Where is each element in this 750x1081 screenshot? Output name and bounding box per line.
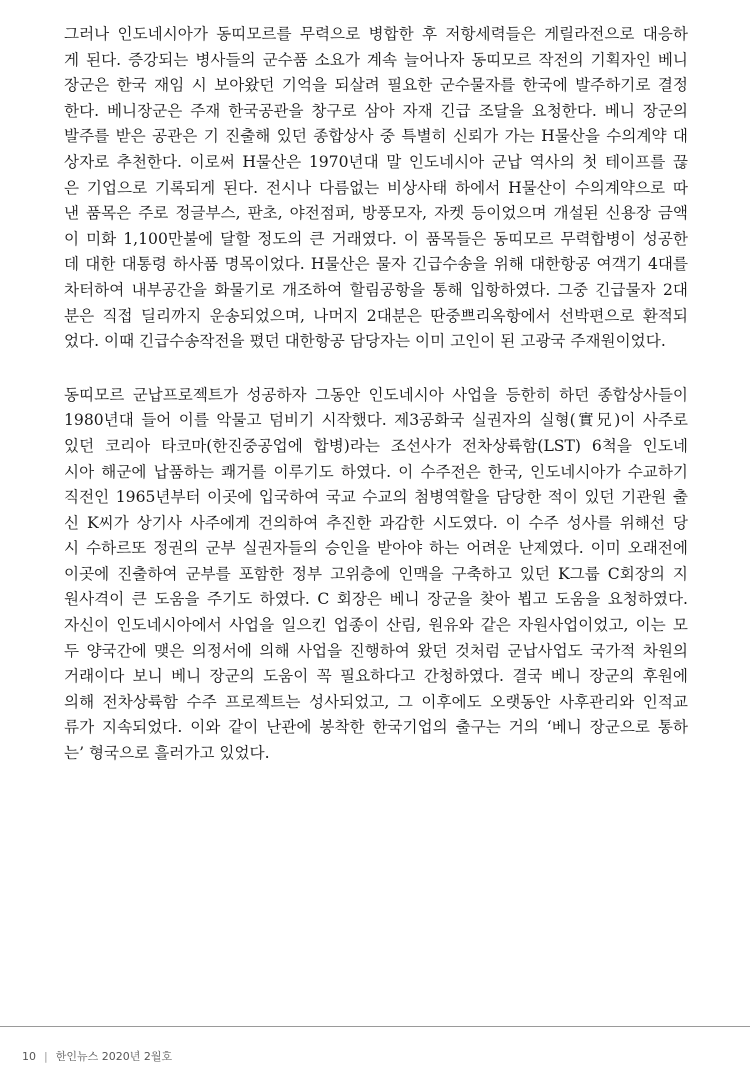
page-footer (22, 1048, 172, 1064)
text-line: 장군은 한국 재임 시 보아왔던 기억을 되살려 필요한 군수물자를 한국에 발주하기로 결정 (64, 76, 688, 95)
text-line: 이 미화 1,100만불에 달할 정도의 큰 거래였다. 이 품목들은 동띠모르 무력합병이 성공한 (64, 229, 688, 248)
page-number: 10 (22, 1049, 36, 1063)
footer-separator: | (44, 1049, 48, 1063)
footer-divider (0, 1026, 750, 1027)
text-line: 류가 지속되었다. 이와 같이 난관에 봉착한 한국기업의 출구는 거의 ‘베니 장군으로 통하 (64, 718, 688, 737)
text-line: 의해 전차상륙함 수주 프로젝트는 성사되었고, 그 이후에도 오랫동안 사후관리와 인적교 (64, 692, 688, 711)
text-line: 동띠모르 군납프로젝트가 성공하자 그동안 인도네시아 사업을 등한히 하던 종합상사들이 (64, 385, 688, 404)
text-line: 시 수하르또 정권의 군부 실권자들의 승인을 받아야 하는 어려운 난제였다. 이미 오래전에 (64, 539, 688, 558)
text-line: 시아 해군에 납품하는 쾌거를 이루기도 하였다. 이 수주전은 한국, 인도네시아가 수교하기 (64, 462, 688, 481)
paragraph-1 (64, 22, 688, 355)
publication-name: 한인뉴스 2020년 2월호 (55, 1050, 173, 1063)
text-line: 발주를 받은 공관은 기 진출해 있던 종합상사 중 특별히 신뢰가 가는 H물산을 수의계약 대 (64, 127, 688, 146)
text-line: 게 된다. 증강되는 병사들의 군수품 소요가 계속 늘어나자 동띠모르 작전의 기획자인 베니 (64, 50, 688, 69)
text-line: 1980년대 들어 이를 악물고 덤비기 시작했다. 제3공화국 실권자의 실형(實兄)이 사주로 (64, 411, 688, 430)
text-line: 상자로 추천한다. 이로써 H물산은 1970년대 말 인도네시아 군납 역사의 첫 테이프를 끊 (64, 152, 688, 171)
paragraph-gap (64, 355, 688, 383)
text-line: 한다. 베니장군은 주재 한국공관을 창구로 삼아 자재 긴급 조달을 요청한다. 베니 장군의 (64, 101, 688, 120)
text-line: 는’ 형국으로 흘러가고 있었다. (64, 744, 270, 763)
text-line: 있던 코리아 타코마(한진중공업에 합병)라는 조선사가 전차상륙함(LST) 6척을 인도네 (64, 436, 688, 455)
text-line: 원사격이 큰 도움을 주기도 하였다. C 회장은 베니 장군을 찾아 뵙고 도움을 요청하였다. (64, 590, 688, 609)
text-line: 거래이다 보니 베니 장군의 도움이 꼭 필요하다고 간청하였다. 결국 베니 장군의 후원에 (64, 667, 688, 686)
text-line: 었다. 이때 긴급수송작전을 폈던 대한항공 담당자는 이미 고인이 된 고광국 주재원이었다. (64, 332, 666, 351)
text-line: 분은 직접 딜리까지 운송되었으며, 나머지 2대분은 딴중쁘리옥항에서 선박편으로 환적되 (64, 306, 688, 325)
text-line: 직전인 1965년부터 이곳에 입국하여 국교 수교의 첨병역할을 담당한 적이 있던 기관원 출 (64, 488, 688, 507)
text-line: 낸 품목은 주로 정글부스, 판초, 야전점퍼, 방풍모자, 자켓 등이었으며 개설된 신용장 금액 (64, 204, 688, 223)
text-line: 그러나 인도네시아가 동띠모르를 무력으로 병합한 후 저항세력들은 게릴라전으로 대응하 (64, 25, 688, 43)
text-line: 자신이 인도네시아에서 사업을 일으킨 업종이 산림, 원유와 같은 자원사업이었고, 이는 모 (64, 616, 688, 635)
article-body (64, 22, 688, 767)
text-line: 은 기업으로 기록되게 된다. 전시나 다름없는 비상사태 하에서 H물산이 수의계약으로 따 (64, 178, 688, 197)
text-line: 차터하여 내부공간을 화물기로 개조하여 할림공항을 통해 입항하였다. 그중 긴급물자 2대 (64, 280, 688, 299)
paragraph-2 (64, 383, 688, 767)
text-line: 신 K씨가 상기사 사주에게 건의하여 추진한 과감한 시도였다. 이 수주 성사를 위해선 당 (64, 513, 688, 532)
text-line: 이곳에 진출하여 군부를 포함한 정부 고위층에 인맥을 구축하고 있던 K그룹 C회장의 지 (64, 564, 688, 583)
text-line: 두 양국간에 맺은 의정서에 의해 사업을 진행하여 왔던 것처럼 군납사업도 국가적 차원의 (64, 641, 688, 660)
text-line: 데 대한 대통령 하사품 명목이었다. H물산은 물자 긴급수송을 위해 대한항공 여객기 4대를 (64, 255, 688, 274)
